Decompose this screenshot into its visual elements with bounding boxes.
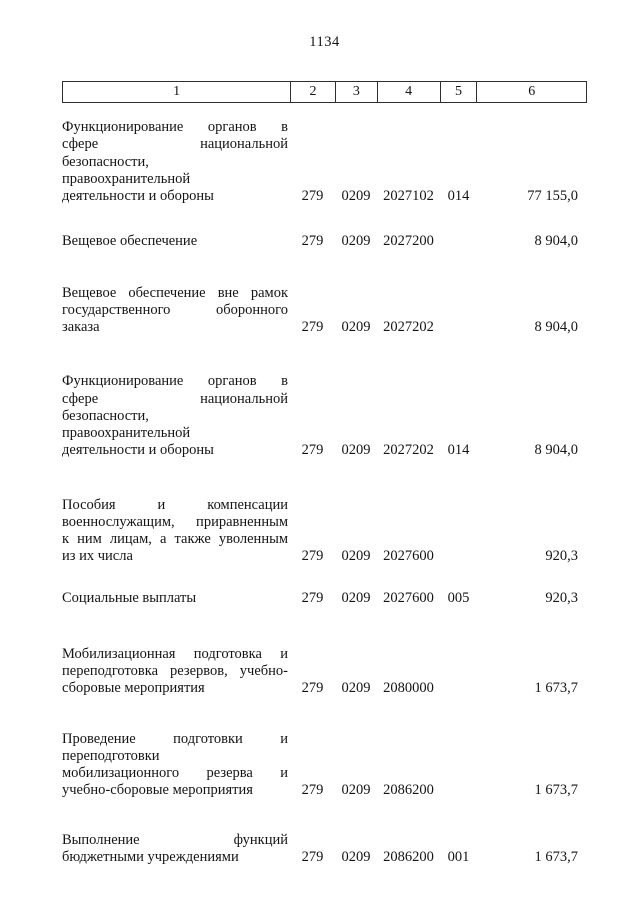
row-description (62, 497, 290, 566)
table-header (62, 81, 587, 103)
code-cell: 279 (301, 548, 324, 565)
desc-line: Социальные выплаты (62, 589, 197, 606)
code-cell: 0209 (341, 680, 371, 697)
row-description (62, 832, 290, 867)
code-cell: 2027600 (383, 589, 434, 606)
amount-cell: 920,3 (545, 548, 578, 565)
code-cell: 279 (301, 233, 324, 250)
desc-line: Вещевое обеспечение вне рамок (62, 284, 288, 301)
amount-cell: 8 904,0 (534, 442, 578, 459)
table-row (62, 731, 587, 800)
desc-line: безопасности, (62, 407, 149, 424)
table-row (62, 285, 587, 337)
header-cell-1: 1 (173, 84, 181, 99)
desc-line: учебно-сборовые мероприятия (62, 782, 253, 799)
desc-line: правоохранительной (62, 170, 191, 187)
desc-line: переподготовки (62, 747, 160, 764)
desc-line: правоохранительной (62, 425, 191, 441)
code-cell: 2080000 (383, 680, 434, 697)
code-cell: 279 (301, 782, 324, 799)
code-cell: 2086200 (383, 782, 434, 799)
desc-line: сфере национальной (62, 390, 288, 407)
table-row (62, 832, 587, 867)
desc-line: заказа (62, 319, 100, 335)
code-cell: 0209 (341, 233, 371, 250)
code-cell: 2027202 (383, 442, 434, 459)
desc-line: Мобилизационная подготовка и (62, 645, 288, 662)
desc-line: бюджетными учреждениями (62, 848, 239, 865)
header-cell-6: 6 (476, 82, 586, 102)
desc-line: Пособия и компенсации (62, 496, 288, 513)
code-cell: 014 (447, 188, 470, 204)
header-cell-4: 4 (377, 82, 440, 102)
desc-line: военнослужащим, приравненным (62, 513, 288, 530)
code-cell: 2086200 (383, 848, 434, 865)
row-description (62, 590, 290, 607)
desc-line: Выполнение функций (62, 831, 288, 848)
desc-line: деятельности и обороны (62, 442, 214, 459)
code-cell: 0209 (341, 782, 371, 799)
desc-line: Функционирование органов в (62, 373, 288, 390)
table-row (62, 646, 587, 698)
amount-cell: 1 673,7 (534, 680, 578, 697)
code-cell: 0209 (341, 319, 371, 335)
amount-cell: 8 904,0 (534, 319, 578, 335)
desc-line: безопасности, (62, 153, 149, 170)
code-cell: 2027200 (383, 233, 434, 250)
amount-cell: 77 155,0 (527, 188, 578, 204)
code-cell: 005 (447, 589, 470, 606)
header-cell-2: 2 (290, 82, 335, 102)
row-description (62, 646, 290, 698)
desc-line: Функционирование органов в (62, 119, 288, 135)
code-cell: 279 (301, 442, 324, 459)
row-description (62, 731, 290, 800)
desc-line: мобилизационного резерва и (62, 765, 288, 781)
desc-line: деятельности и обороны (62, 188, 214, 204)
header-cell-3: 3 (335, 82, 377, 102)
code-cell: 0209 (341, 548, 371, 565)
desc-line: к ним лицам, а также уволенным (62, 531, 288, 547)
code-cell: 0209 (341, 188, 371, 204)
table-row (62, 233, 587, 250)
desc-line: Вещевое обеспечение (62, 233, 198, 250)
row-description (62, 233, 290, 250)
table-row (62, 497, 587, 566)
row-description (62, 119, 290, 205)
desc-line: государственного оборонного (62, 301, 288, 318)
desc-line: Проведение подготовки и (62, 730, 288, 747)
code-cell: 279 (301, 319, 324, 335)
code-cell: 0209 (341, 848, 371, 865)
page-number: 1134 (309, 34, 340, 50)
table-row (62, 590, 587, 607)
table-row (62, 373, 587, 459)
code-cell: 2027600 (383, 548, 434, 565)
table-row (62, 119, 587, 205)
code-cell: 279 (301, 848, 324, 865)
amount-cell: 1 673,7 (534, 782, 578, 799)
desc-line: сфере национальной (62, 136, 288, 153)
code-cell: 0209 (341, 442, 371, 459)
code-cell: 014 (447, 442, 470, 459)
amount-cell: 8 904,0 (534, 233, 578, 250)
code-cell: 279 (301, 589, 324, 606)
amount-cell: 1 673,7 (534, 848, 578, 865)
desc-line: переподготовка резервов, учебно- (62, 663, 288, 679)
code-cell: 279 (301, 188, 324, 204)
code-cell: 279 (301, 680, 324, 697)
code-cell: 2027102 (383, 188, 434, 204)
header-cell-5: 5 (440, 82, 477, 102)
desc-line: из их числа (62, 548, 133, 565)
code-cell: 0209 (341, 589, 371, 606)
code-cell: 001 (447, 848, 470, 865)
code-cell: 2027202 (383, 319, 434, 335)
row-description (62, 373, 290, 459)
desc-line: сборовые мероприятия (62, 680, 205, 697)
row-description (62, 285, 290, 337)
amount-cell: 920,3 (545, 589, 578, 606)
